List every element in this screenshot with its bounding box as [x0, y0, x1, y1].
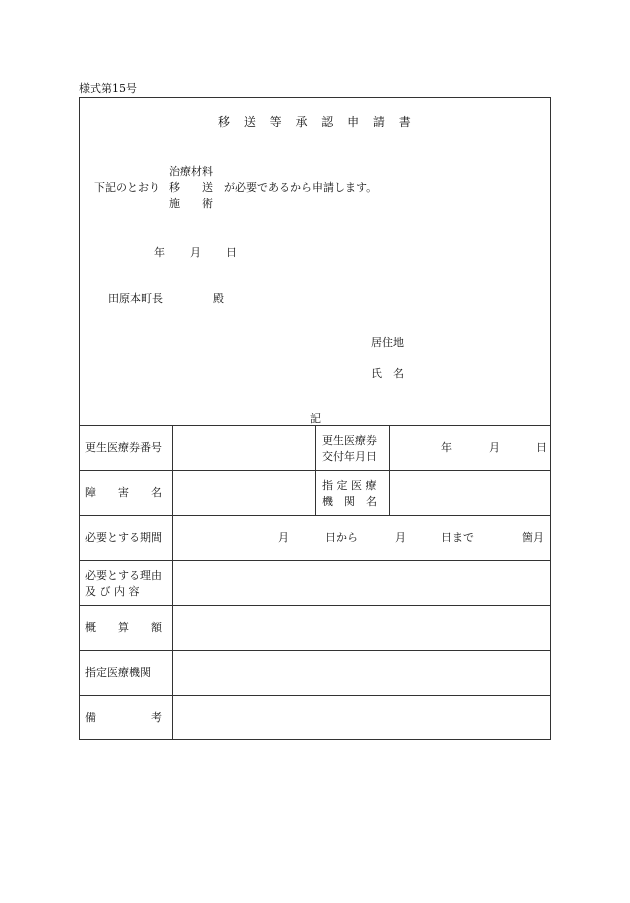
statement-prefix: 下記のとおり — [94, 181, 160, 194]
facility-label-1: 指 定 医 療 — [322, 479, 377, 492]
period-until: 日まで — [441, 531, 474, 544]
issue-day: 日 — [536, 441, 547, 454]
date-month: 月 — [190, 246, 201, 259]
form-title: 移 送 等 承 認 申 請 書 — [218, 115, 411, 129]
form-number: 様式第15号 — [79, 82, 137, 95]
table-line — [79, 650, 551, 651]
period-month-from: 月 — [278, 531, 289, 544]
period-label: 必要とする期間 — [85, 531, 162, 544]
period-from: 日から — [325, 531, 358, 544]
table-line — [79, 515, 551, 516]
addressee-name: 田原本町長 — [108, 292, 163, 305]
address-label: 居住地 — [371, 336, 404, 349]
table-line — [79, 605, 551, 606]
period-month-until: 月 — [395, 531, 406, 544]
issue-date-label-1: 更生医療券 — [322, 434, 377, 447]
date-day: 日 — [226, 246, 237, 259]
table-line — [79, 560, 551, 561]
option-treatment-materials: 治療材料 — [169, 165, 213, 178]
period-months: 箇月 — [522, 531, 544, 544]
reason-label-2: 及 び 内 容 — [85, 585, 140, 598]
remarks-label: 備 考 — [85, 711, 162, 724]
addressee-honorific: 殿 — [213, 292, 224, 305]
option-treatment: 施 術 — [169, 197, 213, 210]
table-column-line — [389, 425, 390, 515]
option-transport: 移 送 — [169, 181, 213, 194]
designated-facility-label: 指定医療機関 — [85, 666, 151, 679]
facility-label-2: 機 関 名 — [322, 495, 377, 508]
issue-month: 月 — [489, 441, 500, 454]
reason-label-1: 必要とする理由 — [85, 569, 162, 582]
statement-suffix: が必要であるから申請します。 — [224, 181, 378, 194]
table-line — [79, 695, 551, 696]
date-year: 年 — [154, 246, 165, 259]
estimate-label: 概 算 額 — [85, 621, 162, 634]
issue-year: 年 — [441, 441, 452, 454]
table-column-line — [172, 425, 173, 740]
applicant-name-label: 氏 名 — [371, 367, 404, 380]
issue-date-label-2: 交付年月日 — [322, 450, 377, 463]
cert-number-label: 更生医療券番号 — [85, 441, 162, 454]
disability-label: 障 害 名 — [85, 486, 162, 499]
table-column-line — [315, 425, 316, 515]
ki-marker: 記 — [310, 412, 321, 425]
